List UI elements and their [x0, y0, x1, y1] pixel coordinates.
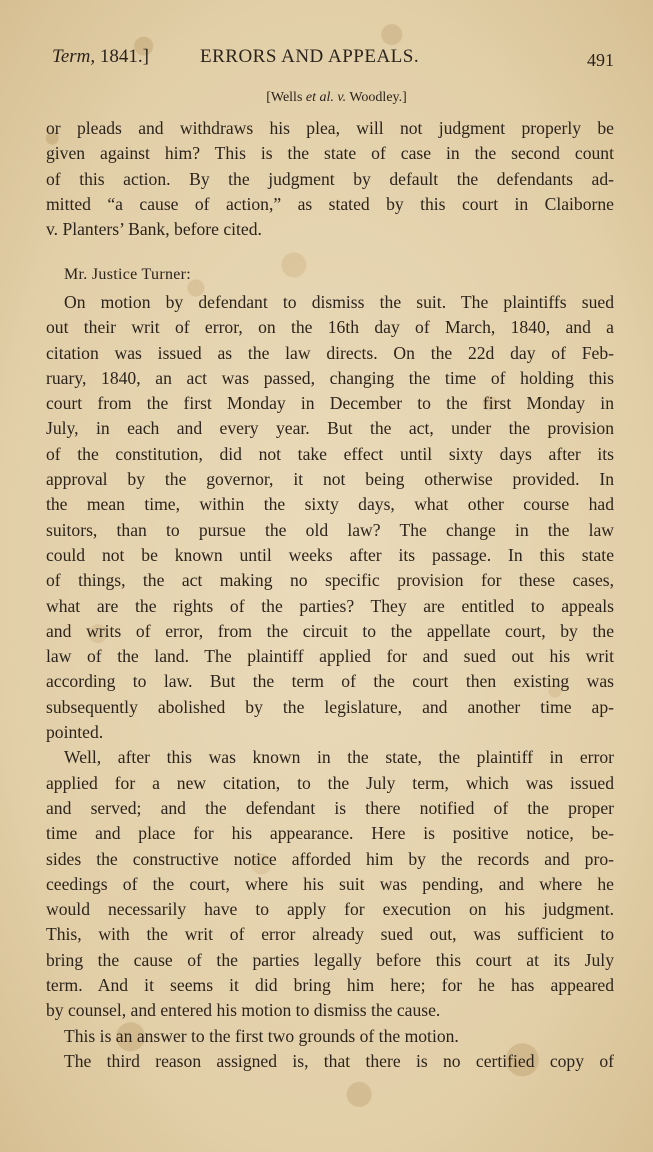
page-number: 491: [587, 50, 614, 70]
text-line: mitted “a cause of action,” as stated by this court in Claiborne: [46, 193, 614, 214]
running-head: [52, 46, 614, 74]
opinion-section: [46, 262, 614, 1074]
text-line: by counsel, and entered his motion to dismiss the cause.: [46, 1000, 441, 1021]
text-line: term. And it seems it did bring him here; for he has appeared: [46, 975, 614, 996]
paragraph-continued: [46, 116, 614, 242]
text-line: court from the first Monday in December to the first Monday in: [46, 393, 614, 414]
text-line: pointed.: [46, 722, 104, 743]
text-line: would necessarily have to apply for execution on his judgment.: [46, 899, 614, 920]
text-line: July, in each and every year. But the act, under the provision: [46, 418, 614, 439]
text-line: of this action. By the judgment by default the defendants ad-: [46, 168, 614, 189]
text-line: could not be known until weeks after its passage. In this state: [46, 544, 614, 565]
text-line: subsequently abolished by the legislature, and another time ap-: [46, 696, 614, 717]
text-line: This, with the writ of error already sued out, was sufficient to: [46, 924, 614, 945]
text-line: what are the rights of the parties? They are entitled to appeals: [46, 595, 614, 616]
text-line: according to law. But the term of the court then existing was: [46, 671, 614, 692]
speaker-heading: Mr. Justice Turner:: [64, 266, 192, 283]
text-line: approval by the governor, it not being otherwise provided. In: [46, 469, 614, 490]
text-line: and served; and the defendant is there notified of the proper: [46, 797, 614, 818]
text-line: v. Planters’ Bank, before cited.: [46, 219, 262, 240]
text-line: This is an answer to the first two grounds of the motion.: [64, 1025, 459, 1046]
text-line: and writs of error, from the circuit to the appellate court, by the: [46, 620, 614, 641]
text-line: given against him? This is the state of case in the second count: [46, 143, 614, 164]
text-line: the mean time, within the sixty days, what other course had: [46, 494, 614, 515]
running-head-term: Term, 1841.]: [52, 46, 149, 67]
running-head-title: ERRORS AND APPEALS.: [200, 46, 420, 67]
text-line: ceedings of the court, where his suit was pending, and where he: [46, 873, 614, 894]
text-line: citation was issued as the law directs. On the 22d day of Feb-: [46, 342, 614, 363]
text-line: ruary, 1840, an act was passed, changing the time of holding this: [46, 367, 614, 388]
text-line: suitors, than to pursue the old law? The change in the law: [46, 519, 614, 540]
text-line: bring the cause of the parties legally before this court at its July: [46, 949, 614, 970]
text-line: of things, the act making no specific provision for these cases,: [46, 570, 614, 591]
text-line: law of the land. The plaintiff applied for and sued out his writ: [46, 646, 614, 667]
text-line: On motion by defendant to dismiss the suit. The plaintiffs sued: [64, 292, 614, 312]
text-line: out their writ of error, on the 16th day of March, 1840, and a: [46, 317, 614, 338]
text-line: The third reason assigned is, that there is no certified copy of: [64, 1050, 614, 1071]
case-caption: [Wells et al. v. Woodley.]: [266, 90, 407, 105]
text-line: Well, after this was known in the state, the plaintiff in error: [64, 747, 614, 768]
text-line: or pleads and withdraws his plea, will not judgment properly be: [46, 118, 614, 138]
text-line: of the constitution, did not take effect until sixty days after its: [46, 443, 614, 464]
text-line: sides the constructive notice afforded him by the records and pro-: [46, 848, 614, 869]
text-line: time and place for his appearance. Here is positive notice, be-: [46, 823, 614, 844]
text-line: applied for a new citation, to the July term, which was issued: [46, 772, 614, 793]
